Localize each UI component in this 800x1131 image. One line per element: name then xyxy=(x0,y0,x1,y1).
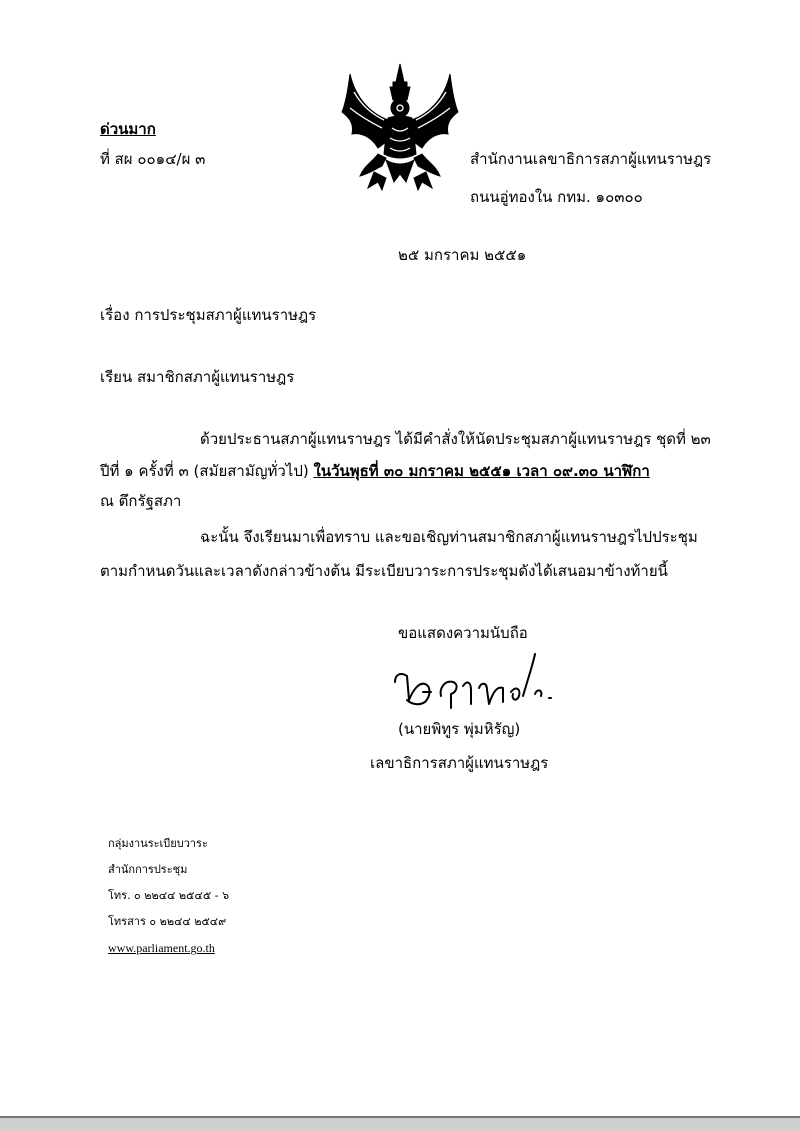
footer-bureau: สำนักการประชุม xyxy=(108,863,188,876)
signer-title: เลขาธิการสภาผู้แทนราษฎร xyxy=(370,754,549,772)
body-para1-line2-plain: ปีที่ ๑ ครั้งที่ ๓ (สมัยสามัญทั่วไป) xyxy=(100,462,309,480)
garuda-emblem-icon xyxy=(338,62,462,192)
subject-text: การประชุมสภาผู้แทนราษฎร xyxy=(134,306,317,324)
footer-phone: โทร. ๐ ๒๒๔๔ ๒๕๔๕ - ๖ xyxy=(108,889,230,902)
recipient-line xyxy=(100,366,294,388)
body-para2-line2: ตามกำหนดวันและเวลาดังกล่าวข้างต้น มีระเบียบวาระการประชุมดังได้เสนอมาข้างท้ายนี้ xyxy=(100,562,668,580)
footer-fax: โทรสาร ๐ ๒๒๔๔ ๒๕๔๙ xyxy=(108,915,227,928)
footer-division: กลุ่มงานระเบียบวาระ xyxy=(108,837,208,850)
reference-number: ที่ สผ ๐๐๑๔/ผ ๓ xyxy=(100,150,206,168)
signature-icon xyxy=(385,652,565,716)
urgency-label: ด่วนมาก xyxy=(100,120,156,138)
subject-label: เรื่อง xyxy=(100,306,130,324)
recipient-text: สมาชิกสภาผู้แทนราษฎร xyxy=(137,368,295,386)
office-name: สำนักงานเลขาธิการสภาผู้แทนราษฎร xyxy=(470,150,712,168)
meeting-datetime: ในวันพุธที่ ๓๐ มกราคม ๒๕๕๑ เวลา ๐๙.๓๐ นาฬิกา xyxy=(313,462,650,480)
subject-line xyxy=(100,304,316,326)
body-para1-line3: ณ ตึกรัฐสภา xyxy=(100,492,182,510)
signer-name: (นายพิทูร พุ่มหิรัญ) xyxy=(398,720,521,738)
recipient-label: เรียน xyxy=(100,368,133,386)
scan-edge xyxy=(0,1118,800,1131)
body-para2-line1: ฉะนั้น จึงเรียนมาเพื่อทราบ และขอเชิญท่านสมาชิกสภาผู้แทนราษฎรไปประชุม xyxy=(200,528,698,546)
letter-date: ๒๕ มกราคม ๒๕๕๑ xyxy=(398,246,527,264)
closing-salutation: ขอแสดงความนับถือ xyxy=(398,624,528,642)
office-address: ถนนอู่ทองใน กทม. ๑๐๓๐๐ xyxy=(470,188,643,206)
body-para1-line1: ด้วยประธานสภาผู้แทนราษฎร ได้มีคำสั่งให้นัดประชุมสภาผู้แทนราษฎร ชุดที่ ๒๓ xyxy=(200,430,711,448)
footer-website-link[interactable]: www.parliament.go.th xyxy=(108,941,215,955)
body-para1-line2 xyxy=(100,460,650,482)
